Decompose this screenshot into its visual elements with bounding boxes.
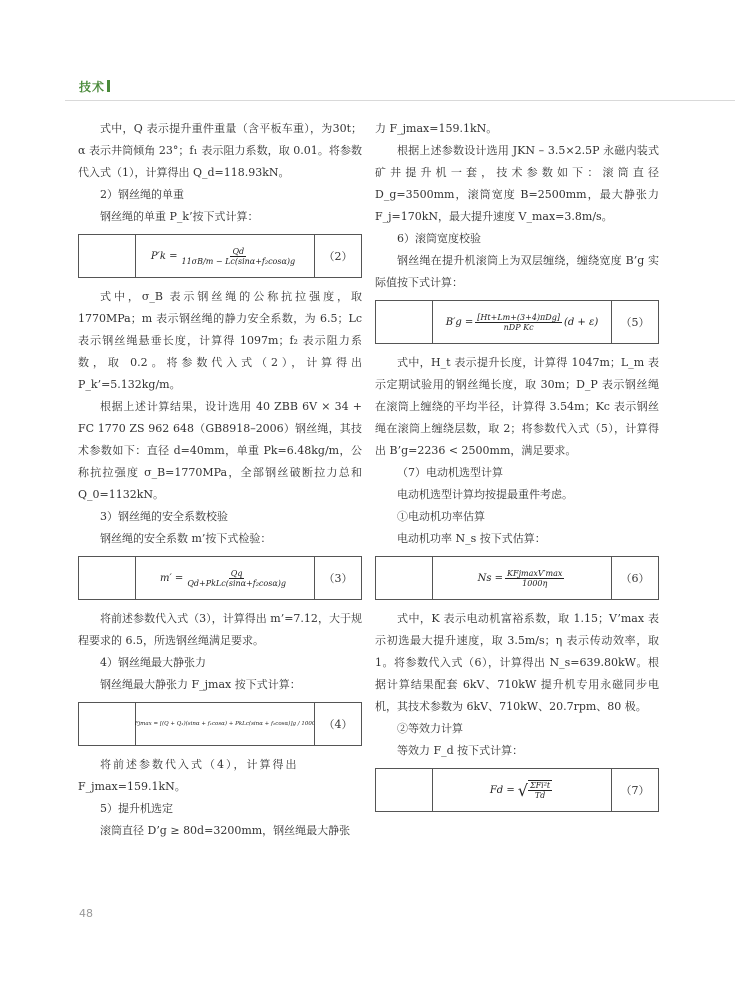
right-column <box>375 118 659 820</box>
formula-6 <box>375 556 659 600</box>
paragraph: 滚筒直径 D’g ≥ 80d=3200mm，钢丝绳最大静张 <box>100 824 351 837</box>
paragraph: 式中，K 表示电动机富裕系数，取 1.15；V’max 表示初选最大提升速度，取 3.5m/s；η 表示传动效率，取 1。将参数代入式（6），计算得出 N_s=639.80kW。根据计算结果配套 6kV、710kW 提升机专用永磁同步电机，其技术参数为 6kV、710kW、20.7rpm、80 极。 <box>375 612 659 713</box>
paragraph: 式中，Q 表示提升重件重量（含平板车重），为30t；α 表示井筒倾角 23°；f₁ 表示阻力系数，取 0.01。将参数代入式（1），计算得出 Q_d=118.93kN。 <box>78 122 362 179</box>
paragraph: 式中，σ_B 表示钢丝绳的公称抗拉强度，取1770MPa；m 表示钢丝绳的静力安全系数，为 6.5；Lc 表示钢丝绳悬垂长度，计算得 1097m；f₂ 表示阻力系数，取 0.2。将参数代入式（2），计算得出 P_k’=5.132kg/m。 <box>78 290 362 391</box>
paragraph: 将前述参数代入式（4），计算得出 <box>100 758 299 771</box>
subheading: 6）滚筒宽度校验 <box>397 232 481 245</box>
paragraph: 钢丝绳的单重 P_k’按下式计算： <box>100 210 259 223</box>
paragraph: F_jmax=159.1kN。 <box>78 780 186 793</box>
formula-left-cell <box>376 769 433 811</box>
formula-number: （2） <box>314 235 361 277</box>
formula-5 <box>375 300 659 344</box>
formula-expression: Ns = $\frac{\text{KFjmaxV′max}}{1000\eta}$ <box>477 568 563 588</box>
formula-left-cell <box>79 235 136 277</box>
formula-3 <box>78 556 362 600</box>
paragraph: 式中，H_t 表示提升长度，计算得 1047m；L_m 表示定期试验用的钢丝绳长度，取 30m；D_P 表示钢丝绳在滚筒上缠绕的平均半径，计算得 3.54m；Kc 表示钢丝绳在滚筒上缠绕层数，取 2；将参数代入式（5），计算得出 B’g=2236 < 2500mm，满足要求。 <box>375 356 659 457</box>
paragraph: 电动机功率 N_s 按下式估算： <box>397 532 546 545</box>
header-rule <box>65 100 735 101</box>
section-header <box>79 78 110 95</box>
paragraph: 力 F_jmax=159.1kN。 <box>375 122 498 135</box>
formula-7 <box>375 768 659 812</box>
formula-expression: Fjmax = [(Q + Q₁)(sinα + f₁cosα) + PkLc(sinα + f₂cosα)]g / 1000 <box>135 721 315 727</box>
formula-left-cell <box>376 301 433 343</box>
formula-expression: m′ = $\frac{Qq}{\text{Qd+PkLc(sinα+f₂cosα)g}}$ <box>160 568 286 588</box>
left-column <box>78 118 362 842</box>
formula-number: （4） <box>314 703 361 745</box>
formula-number: （5） <box>611 301 658 343</box>
paragraph: 根据上述计算结果，设计选用 40 ZBB 6V × 34 + FC 1770 ZS 962 648（GB8918–2006）钢丝绳，其技术参数如下：直径 d=40mm，单重 Pk=6.48kg/m，公称抗拉强度 σ_B=1770MPa，全部钢丝破断拉力总和 Q_0=1132kN。 <box>78 400 362 501</box>
subheading: 2）钢丝绳的单重 <box>100 188 184 201</box>
paragraph: 钢丝绳的安全系数 m’按下式检验： <box>100 532 272 545</box>
formula-number: （3） <box>314 557 361 599</box>
page-number: 48 <box>79 907 93 920</box>
paragraph: 钢丝绳在提升机滚筒上为双层缠绕，缠绕宽度 B’g 实际值按下式计算： <box>375 254 659 289</box>
paragraph: 钢丝绳最大静张力 F_jmax 按下式计算： <box>100 678 301 691</box>
formula-4 <box>78 702 362 746</box>
subheading: ①电动机功率估算 <box>397 510 485 523</box>
header-bar <box>107 80 110 92</box>
subheading: （7）电动机选型计算 <box>397 466 503 479</box>
paragraph: 电动机选型计算均按提最重件考虑。 <box>397 488 573 501</box>
paragraph: 根据上述参数设计选用 JKN – 3.5×2.5P 永磁内装式矿井提升机一套，技术参数如下：滚筒直径 D_g=3500mm，滚筒宽度 B=2500mm，最大静张力 F_j=170kN，最大提升速度 V_max=3.8m/s。 <box>375 144 659 223</box>
subheading: 3）钢丝绳的安全系数校验 <box>100 510 228 523</box>
formula-2 <box>78 234 362 278</box>
subheading: ②等效力计算 <box>397 722 463 735</box>
subheading: 5）提升机选定 <box>100 802 173 815</box>
paragraph: 将前述参数代入式（3），计算得出 m’=7.12，大于规程要求的 6.5，所选钢丝绳满足要求。 <box>78 612 362 647</box>
section-title: 技术 <box>79 80 106 94</box>
formula-expression: Fd = √ $\frac{\text{ΣFi²t}}{Td}$ <box>489 780 551 800</box>
formula-left-cell <box>79 703 136 745</box>
sqrt-icon: √ <box>517 780 528 800</box>
paragraph: 等效力 F_d 按下式计算： <box>397 744 524 757</box>
formula-number: （7） <box>611 769 658 811</box>
formula-expression: P′k = $\frac{Qd}{\text{11σB/m − Lc(sinα+f₂cosα)g}}$ <box>150 246 296 266</box>
formula-number: （6） <box>611 557 658 599</box>
formula-left-cell <box>79 557 136 599</box>
formula-expression: B′g = $\frac{\text{[Ht+Lm+(3+4)πDg]}}{\text{nDP Kc}}$ (d + ε) <box>445 312 599 332</box>
formula-left-cell <box>376 557 433 599</box>
subheading: 4）钢丝绳最大静张力 <box>100 656 206 669</box>
